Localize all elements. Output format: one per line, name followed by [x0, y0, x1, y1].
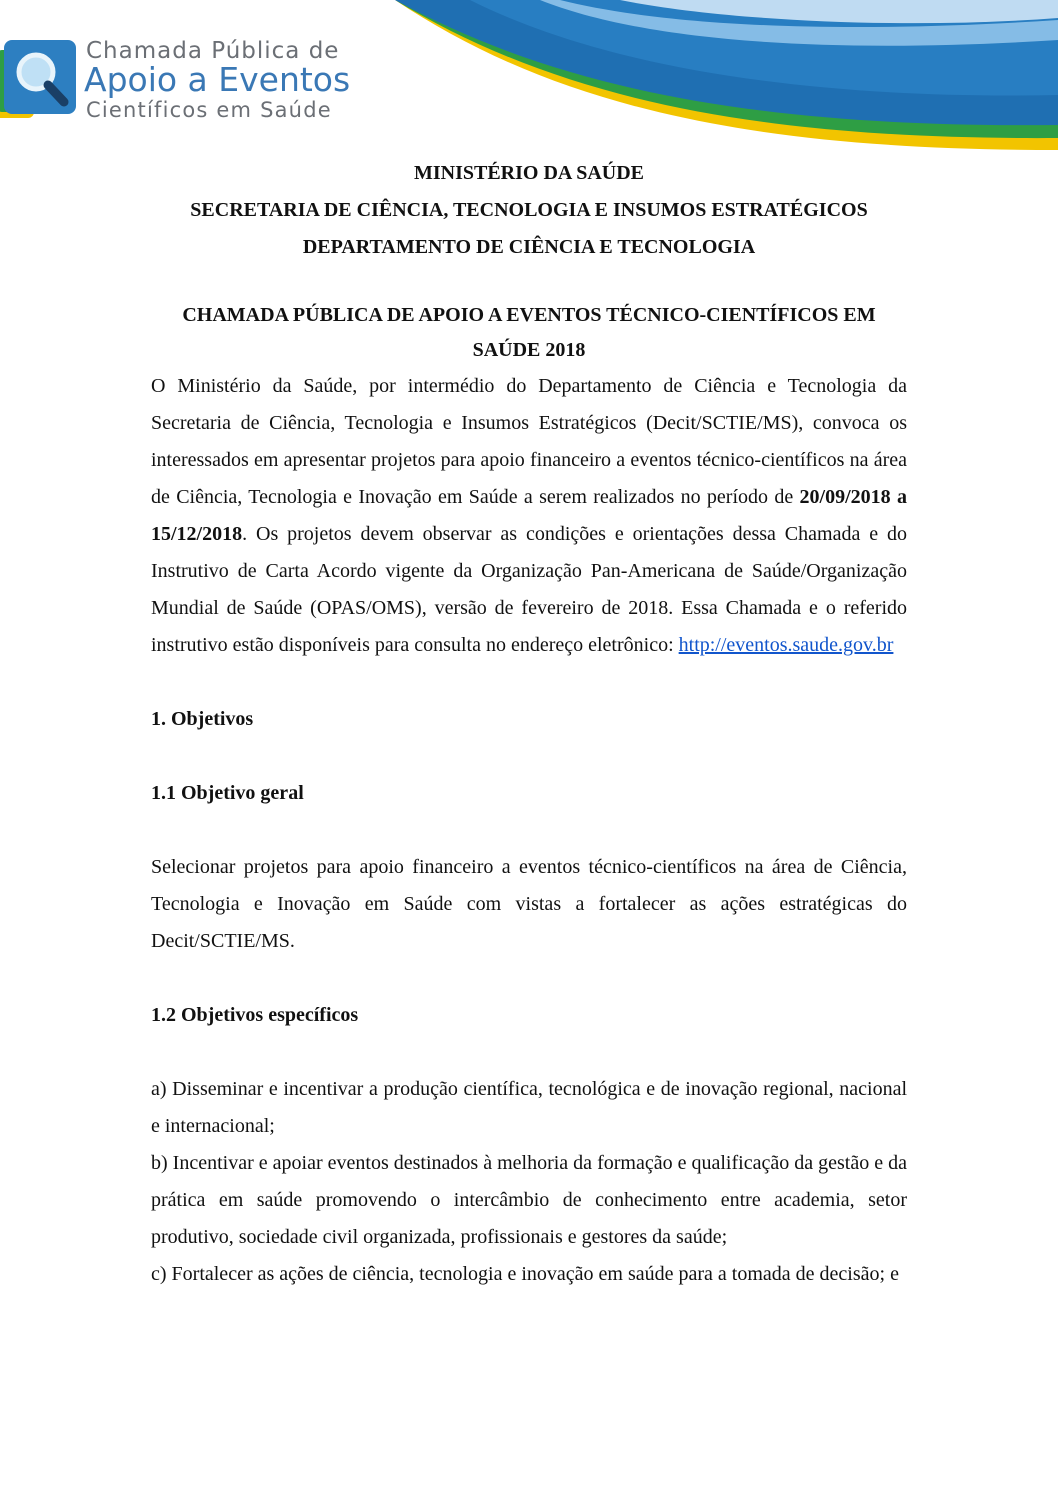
ministry-title: MINISTÉRIO DA SAÚDE	[413, 162, 645, 184]
magnifier-icon	[0, 36, 78, 118]
list-item: a) Disseminar e incentivar a produção científica, tecnológica e de inovação regional, nacional e internacional;	[151, 1078, 907, 1137]
section-1-heading: 1. Objetivos	[151, 708, 254, 730]
document-body	[151, 158, 907, 1293]
general-objective-text: Selecionar projetos para apoio financeiro a eventos técnico-científicos na área de Ciência, Tecnologia e Inovação em Saúde com vistas a fortalecer as ações estratégicas do Decit/SCTIE/MS.	[151, 856, 907, 952]
section-1-1-heading: 1.1 Objetivo geral	[151, 782, 304, 804]
logo-text-line2: Apoio a Eventos	[84, 60, 351, 99]
logo	[0, 36, 360, 136]
secretariat-title: SECRETARIA DE CIÊNCIA, TECNOLOGIA E INSUMOS ESTRATÉGICOS	[190, 199, 868, 221]
department-title: DEPARTAMENTO DE CIÊNCIA E TECNOLOGIA	[302, 236, 756, 258]
intro-text-b: . Os projetos devem observar as condições e orientações dessa Chamada e do Instrutivo de Carta Acordo vigente da Organização Pan-Americana de Saúde/Organização Mundial de Saúde (OPAS/OMS), versão de fevereiro de 2018. Essa Chamada e o referido instrutivo estão disponíveis para consulta no endereço eletrônico:	[151, 523, 907, 656]
list-item: b) Incentivar e apoiar eventos destinados à melhoria da formação e qualificação da gestão e da prática em saúde promovendo o intercâmbio de conhecimento entre academia, setor produtivo, sociedade civil organizada, profissionais e gestores da saúde;	[151, 1152, 907, 1248]
event-period: 20/09/2018 a 15/12/2018	[151, 486, 907, 545]
events-website-link[interactable]: http://eventos.saude.gov.br	[678, 634, 894, 656]
intro-text-a: O Ministério da Saúde, por intermédio do Departamento de Ciência e Tecnologia da Secretaria de Ciência, Tecnologia e Insumos Estratégicos (Decit/SCTIE/MS), convoca os interessados em apresentar projetos para apoio financeiro a eventos técnico-científicos na área de Ciência, Tecnologia e Inovação em Saúde a serem realizados no período de	[151, 375, 907, 508]
section-1-2-heading: 1.2 Objetivos específicos	[151, 1004, 359, 1026]
call-title-line2: SAÚDE 2018	[472, 339, 586, 361]
logo-text-line1: Chamada Pública de	[86, 38, 340, 64]
call-title-line1: CHAMADA PÚBLICA DE APOIO A EVENTOS TÉCNICO-CIENTÍFICOS EM	[182, 304, 876, 326]
intro-paragraph	[151, 368, 907, 664]
logo-text-line3: Científicos em Saúde	[86, 98, 332, 122]
list-item: c) Fortalecer as ações de ciência, tecnologia e inovação em saúde para a tomada de decisão; e	[151, 1263, 899, 1285]
